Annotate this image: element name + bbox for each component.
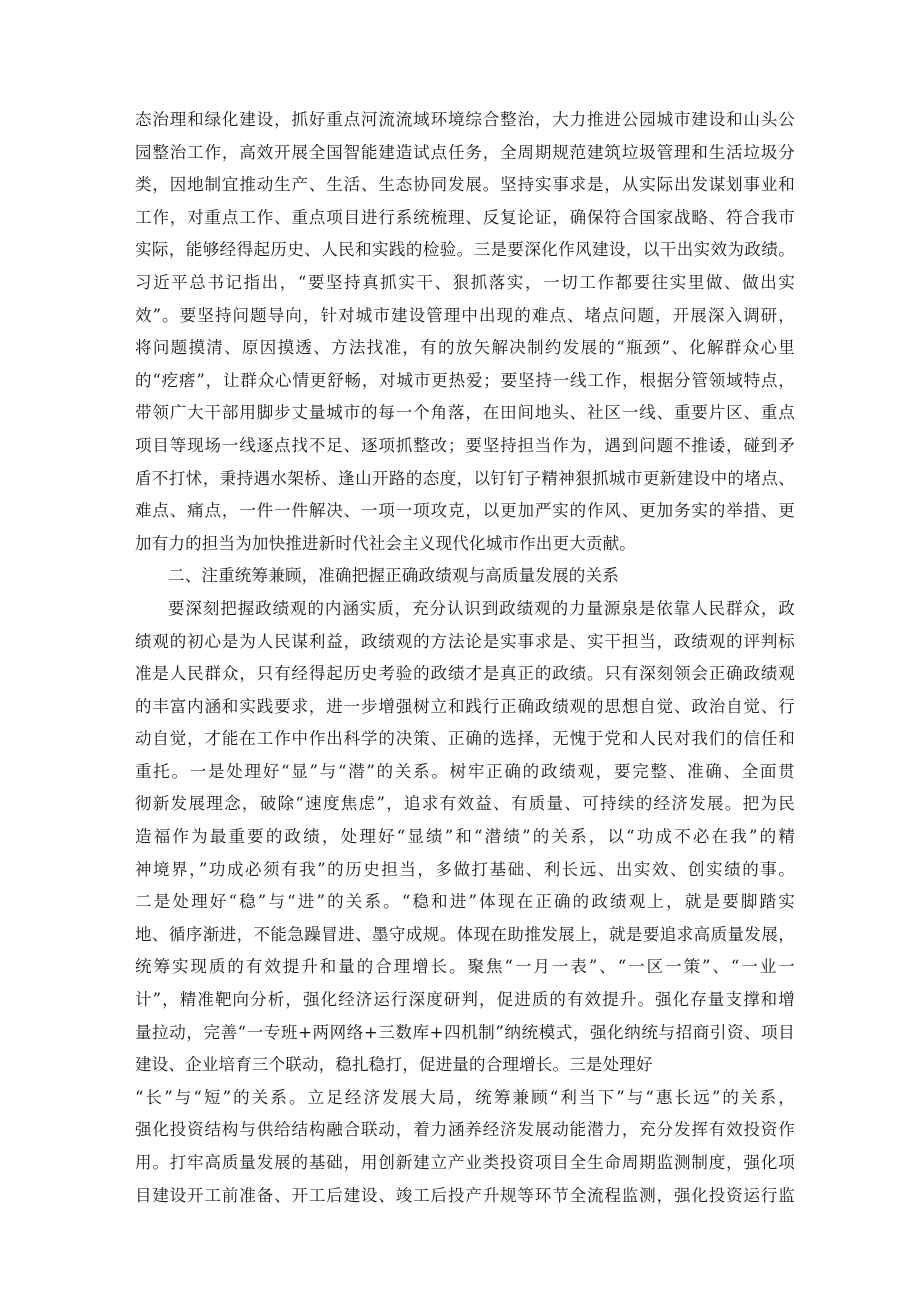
paragraph-line: 将问题摸清、原因摸透、方法找准，有的放矢解决制约发展的“瓶颈”、化解群众心里 (135, 338, 795, 358)
paragraph-line: 目建设开工前准备、开工后建设、竣工后投产升规等环节全流程监测，强化投资运行监 (135, 1185, 795, 1205)
section-heading: 二、注重统筹兼顾，准确把握正确政绩观与高质量发展的关系 (168, 566, 619, 586)
paragraph-line: 工作，对重点工作、重点项目进行系统梳理、反复论证，确保符合国家战略、符合我市 (135, 207, 795, 227)
paragraph-line: 造福作为最重要的政绩，处理好“显绩”和“潜绩”的关系，以“功成不必在我”的精 (135, 827, 795, 847)
paragraph-line: 园整治工作，高效开展全国智能建造试点任务，全周期规范建筑垃圾管理和生活垃圾分 (135, 142, 795, 162)
paragraph-line: 习近平总书记指出，“要坚持真抓实干、狠抓落实，一切工作都要往实里做、做出实 (135, 272, 795, 292)
paragraph-line: 地、循序渐进，不能急躁冒进、墨守成规。体现在助推发展上，就是要追求高质量发展， (135, 924, 795, 944)
paragraph-line: 统筹实现质的有效提升和量的合理增长。聚焦“一月一表”、“一区一策”、“一业一 (135, 957, 795, 977)
paragraph-line: 强化投资结构与供给结构融合联动，着力涵养经济发展动能潜力，充分发挥有效投资作 (135, 1120, 795, 1140)
paragraph-line: 建设、企业培育三个联动，稳扎稳打，促进量的合理增长。三是处理好 (135, 1055, 653, 1075)
paragraph-line: 重托。一是处理好“显”与“潜”的关系。树牢正确的政绩观，要完整、准确、全面贯 (135, 761, 795, 781)
paragraph-line: 动自觉，才能在工作中作出科学的决策、正确的选择，无愧于党和人民对我们的信任和 (135, 729, 795, 749)
paragraph-line: 量拉动，完善“一专班+两网络+三数库+四机制”纳统模式，强化纳统与招商引资、项目 (135, 1022, 795, 1042)
paragraph-line: 神境界，”功成必须有我”的历史担当，多做打基础、利长远、出实效、创实绩的事。 (135, 859, 795, 879)
paragraph-line: 用。打牢高质量发展的基础，用创新建立产业类投资项目全生命周期监测制度，强化项 (135, 1153, 795, 1172)
paragraph-line: 类，因地制宜推动生产、生活、生态协同发展。坚持实事求是，从实际出发谋划事业和 (135, 175, 795, 195)
paragraph-line: 实际，能够经得起历史、人民和实践的检验。三是要深化作风建设，以干出实效为政绩。 (135, 240, 795, 260)
paragraph-line: 难点、痛点，一件一件解决、一项一项攻克，以更加严实的作风、更加务实的举措、更 (135, 501, 795, 521)
document-body (135, 104, 795, 1212)
paragraph-line: 计”，精准靶向分析，强化经济运行深度研判，促进质的有效提升。强化存量支撑和增 (135, 990, 795, 1010)
paragraph-line: 加有力的担当为加快推进新时代社会主义现代化城市作出更大贡献。 (135, 533, 636, 553)
paragraph-line: 态治理和绿化建设，抓好重点河流流域环境综合整治，大力推进公园城市建设和山头公 (135, 110, 795, 129)
paragraph-line: 二是处理好“稳”与“进”的关系。“稳和进”体现在正确的政绩观上，就是要脚踏实 (135, 892, 795, 912)
paragraph-line: 彻新发展理念，破除“速度焦虑”，追求有效益、有质量、可持续的经济发展。把为民 (135, 794, 795, 814)
paragraph-line: 准是人民群众，只有经得起历史考验的政绩才是真正的政绩。只有深刻领会正确政绩观 (135, 664, 795, 684)
paragraph-line: 项目等现场一线逐点找不足、逐项抓整改；要坚持担当作为，遇到问题不推诿，碰到矛 (135, 435, 795, 455)
paragraph-line: 要深刻把握政绩观的内涵实质，充分认识到政绩观的力量源泉是依靠人民群众，政 (168, 598, 795, 618)
paragraph-line: 的“疙瘩”，让群众心情更舒畅，对城市更热爱；要坚持一线工作，根据分管领域特点， (135, 370, 795, 390)
paragraph-line: 绩观的初心是为人民谋利益，政绩观的方法论是实事求是、实干担当，政绩观的评判标 (135, 631, 795, 651)
paragraph-line: 带领广大干部用脚步丈量城市的每一个角落，在田间地头、社区一线、重要片区、重点 (135, 403, 795, 423)
paragraph-line: 效”。要坚持问题导向，针对城市建设管理中出现的难点、堵点问题，开展深入调研， (135, 305, 795, 325)
paragraph-line: “长”与“短”的关系。立足经济发展大局，统筹兼顾“利当下”与“惠长远”的关系， (135, 1087, 795, 1107)
paragraph-line: 盾不打怵，秉持遇水架桥、逢山开路的态度，以钉钉子精神狠抓城市更新建设中的堵点、 (135, 468, 795, 488)
paragraph-line: 的丰富内涵和实践要求，进一步增强树立和践行正确政绩观的思想自觉、政治自觉、行 (135, 696, 795, 716)
